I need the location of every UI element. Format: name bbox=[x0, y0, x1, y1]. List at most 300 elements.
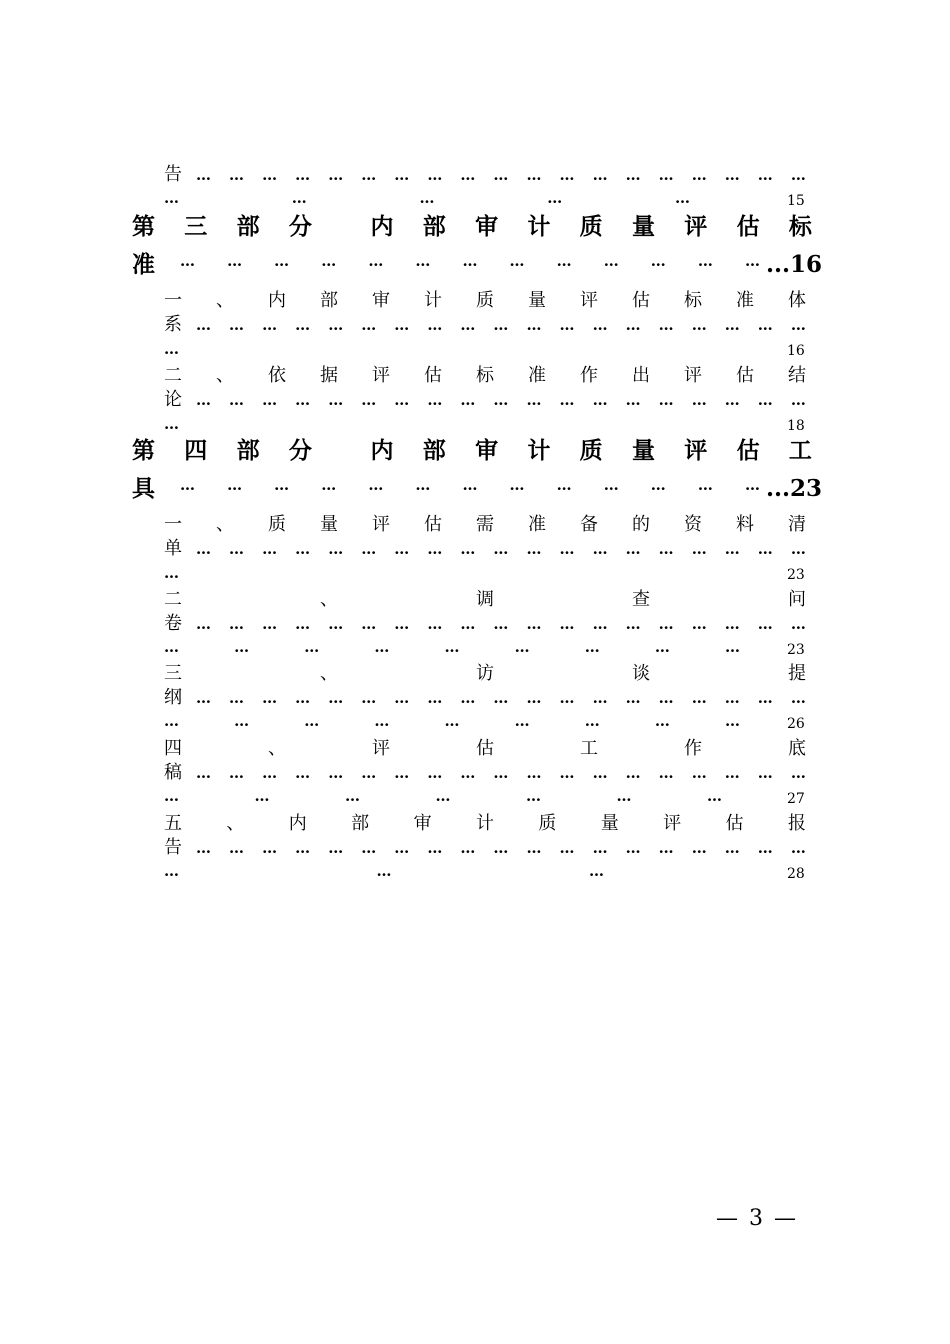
leader-dots: … bbox=[361, 689, 377, 707]
p4-1-char2: 单 bbox=[164, 538, 182, 559]
leader-dots: … bbox=[229, 166, 245, 184]
leader-dots: … bbox=[559, 615, 575, 633]
leader-dots: … bbox=[790, 540, 806, 558]
p4-5-leader bbox=[196, 839, 806, 857]
leader-dots: … bbox=[592, 391, 608, 409]
leader-dots: … bbox=[427, 839, 443, 857]
leader-dots: … bbox=[227, 476, 243, 494]
leader-dots: … bbox=[625, 615, 641, 633]
leader-dots: … bbox=[295, 839, 311, 857]
p3-1-title-char: 一 bbox=[164, 290, 182, 311]
leader-dots: … bbox=[658, 615, 674, 633]
leader-dots: … bbox=[592, 316, 608, 334]
part4-title-char: 审 bbox=[475, 437, 499, 464]
leader-dots: … bbox=[559, 839, 575, 857]
leader-dots: … bbox=[654, 712, 670, 730]
leader-dots: … bbox=[394, 166, 410, 184]
leader-dots: … bbox=[164, 189, 179, 207]
leader-dots: … bbox=[526, 689, 542, 707]
leader-dots: … bbox=[291, 189, 307, 207]
leader-dots: … bbox=[724, 839, 740, 857]
leader-dots: … bbox=[658, 391, 674, 409]
leader-dots: … bbox=[526, 540, 542, 558]
leader-dots: … bbox=[547, 189, 563, 207]
leader-dots: … bbox=[394, 316, 410, 334]
leader-dots: … bbox=[725, 712, 740, 730]
leader-dots: … bbox=[493, 166, 509, 184]
leader-dots: … bbox=[556, 476, 572, 494]
leader-dots: … bbox=[493, 540, 509, 558]
p4-2-title bbox=[164, 589, 806, 611]
leader-dots: … bbox=[603, 476, 619, 494]
leader-dots: … bbox=[328, 615, 344, 633]
p4-5-title-char: 内 bbox=[288, 813, 307, 834]
leader-dots: … bbox=[658, 839, 674, 857]
leader-dots: … bbox=[493, 391, 509, 409]
part4-title-char: 量 bbox=[631, 437, 655, 464]
p3-1-title-char: 审 bbox=[372, 290, 390, 311]
leader-dots: … bbox=[724, 391, 740, 409]
leader-dots: … bbox=[625, 839, 641, 857]
p4-1-title-char: 的 bbox=[632, 514, 650, 535]
p4-4-title-char: 工 bbox=[580, 738, 598, 759]
leader-dots: … bbox=[328, 764, 344, 782]
leader-dots: … bbox=[234, 712, 250, 730]
part4-title-char: 估 bbox=[736, 437, 760, 464]
leader-dots: … bbox=[658, 540, 674, 558]
part4-title-char: 四 bbox=[184, 437, 208, 464]
p3-2-title-char: 二 bbox=[164, 365, 182, 386]
leader-dots: … bbox=[526, 764, 542, 782]
leader-dots: … bbox=[274, 476, 290, 494]
p4-5-title-char: 量 bbox=[600, 813, 619, 834]
leader-dots: … bbox=[526, 839, 542, 857]
leader-dots: … bbox=[304, 638, 320, 656]
p3-1-title-char: 体 bbox=[788, 290, 806, 311]
p3-2-title-char: 标 bbox=[476, 365, 494, 386]
part4-title-char: 计 bbox=[527, 437, 551, 464]
leader-dots: … bbox=[180, 476, 195, 494]
p4-2-leader bbox=[196, 615, 806, 633]
leader-dots: … bbox=[757, 689, 773, 707]
entry0-char: 告 bbox=[164, 164, 182, 185]
leader-dots: … bbox=[262, 764, 278, 782]
part3-char2: 准 bbox=[132, 251, 155, 278]
leader-dots: … bbox=[790, 839, 806, 857]
p4-3-leader bbox=[196, 689, 806, 707]
p3-2-title-char: 结 bbox=[788, 365, 806, 386]
leader-dots: … bbox=[584, 712, 600, 730]
part3-title-char: 评 bbox=[684, 213, 708, 240]
part3-page: ...16 bbox=[766, 251, 823, 278]
leader-dots: … bbox=[625, 166, 641, 184]
leader-dots: … bbox=[262, 615, 278, 633]
leader-dots: … bbox=[493, 839, 509, 857]
leader-dots: … bbox=[691, 391, 707, 409]
p3-1-leader bbox=[196, 316, 806, 334]
p4-2-title-char: 问 bbox=[788, 589, 806, 610]
leader-dots: … bbox=[559, 689, 575, 707]
leader-dots: … bbox=[427, 764, 443, 782]
p3-2-leader bbox=[196, 391, 806, 409]
leader-dots: … bbox=[460, 615, 476, 633]
leader-dots: … bbox=[460, 540, 476, 558]
leader-dots: … bbox=[757, 391, 773, 409]
p4-1-title-char: 备 bbox=[580, 514, 598, 535]
leader-dots: … bbox=[616, 787, 632, 805]
leader-dots: … bbox=[790, 316, 806, 334]
p3-1-title-char: 部 bbox=[320, 290, 338, 311]
leader-dots: … bbox=[559, 764, 575, 782]
leader-dots: … bbox=[559, 391, 575, 409]
p3-2-title-char: 出 bbox=[632, 365, 650, 386]
p3-1-char2: 系 bbox=[164, 314, 182, 335]
p4-1-leader2: … bbox=[164, 564, 179, 582]
leader-dots: … bbox=[724, 316, 740, 334]
p4-2-title-char: 调 bbox=[476, 589, 494, 610]
leader-dots: … bbox=[394, 689, 410, 707]
p3-2-title-char: 据 bbox=[320, 365, 338, 386]
leader-dots: … bbox=[229, 689, 245, 707]
leader-dots: … bbox=[196, 764, 211, 782]
p4-5-title-char: 估 bbox=[725, 813, 744, 834]
leader-dots: … bbox=[654, 638, 670, 656]
leader-dots: … bbox=[650, 252, 666, 270]
p4-3-leader2 bbox=[164, 712, 740, 730]
p4-5-title-char: 报 bbox=[787, 813, 806, 834]
leader-dots: … bbox=[361, 316, 377, 334]
leader-dots: … bbox=[493, 689, 509, 707]
part4-title-char: 内 bbox=[370, 437, 394, 464]
p4-2-title-char: 、 bbox=[320, 589, 338, 610]
leader-dots: … bbox=[262, 839, 278, 857]
leader-dots: … bbox=[757, 540, 773, 558]
leader-dots: … bbox=[262, 166, 278, 184]
p3-2-title-char: 评 bbox=[372, 365, 390, 386]
p3-2-title-char: 估 bbox=[424, 365, 442, 386]
leader-dots: … bbox=[559, 540, 575, 558]
leader-dots: … bbox=[227, 252, 243, 270]
leader-dots: … bbox=[361, 764, 377, 782]
p4-4-page: 27 bbox=[787, 791, 805, 807]
leader-dots: … bbox=[697, 252, 713, 270]
leader-dots: … bbox=[691, 839, 707, 857]
part4-title-char: 分 bbox=[288, 437, 312, 464]
leader-dots: … bbox=[658, 166, 674, 184]
p3-1-title-char: 估 bbox=[632, 290, 650, 311]
p4-1-page: 23 bbox=[787, 567, 805, 583]
leader-dots: … bbox=[460, 689, 476, 707]
leader-dots: … bbox=[526, 316, 542, 334]
leader-dots: … bbox=[592, 839, 608, 857]
leader-dots: … bbox=[625, 540, 641, 558]
leader-dots: … bbox=[328, 391, 344, 409]
leader-dots: … bbox=[724, 615, 740, 633]
leader-dots: … bbox=[757, 166, 773, 184]
leader-dots: … bbox=[427, 391, 443, 409]
p4-2-page: 23 bbox=[787, 642, 805, 658]
leader-dots: … bbox=[462, 252, 478, 270]
p3-2-title-char: 、 bbox=[216, 365, 234, 386]
part3-title-char: 部 bbox=[422, 213, 446, 240]
leader-dots: … bbox=[394, 615, 410, 633]
leader-dots: … bbox=[658, 689, 674, 707]
p4-5-title-char: 五 bbox=[164, 813, 182, 834]
leader-dots: … bbox=[444, 712, 460, 730]
leader-dots: … bbox=[625, 316, 641, 334]
part3-title-char: 内 bbox=[370, 213, 394, 240]
leader-dots: … bbox=[374, 712, 390, 730]
part3-title-char: 部 bbox=[236, 213, 260, 240]
part3-title-char: 计 bbox=[527, 213, 551, 240]
p3-1-leader2: … bbox=[164, 340, 179, 358]
leader-dots: … bbox=[328, 689, 344, 707]
leader-dots: … bbox=[790, 764, 806, 782]
leader-dots: … bbox=[274, 252, 290, 270]
p3-1-title-char: 质 bbox=[476, 290, 494, 311]
p3-1-title-char: 准 bbox=[736, 290, 754, 311]
leader-dots: … bbox=[460, 316, 476, 334]
leader-dots: … bbox=[427, 615, 443, 633]
leader-dots: … bbox=[361, 540, 377, 558]
p3-2-title-char: 准 bbox=[528, 365, 546, 386]
leader-dots: … bbox=[328, 316, 344, 334]
part4-char2: 具 bbox=[132, 475, 155, 502]
leader-dots: … bbox=[196, 166, 211, 184]
leader-dots: … bbox=[361, 615, 377, 633]
leader-dots: … bbox=[196, 316, 211, 334]
p3-2-title-char: 依 bbox=[268, 365, 286, 386]
leader-dots: … bbox=[514, 712, 530, 730]
p4-3-title-char: 谈 bbox=[632, 663, 650, 684]
leader-dots: … bbox=[592, 540, 608, 558]
leader-dots: … bbox=[419, 189, 435, 207]
leader-dots: … bbox=[321, 476, 337, 494]
leader-dots: … bbox=[295, 316, 311, 334]
leader-dots: … bbox=[164, 787, 179, 805]
leader-dots: … bbox=[304, 712, 320, 730]
leader-dots: … bbox=[164, 712, 179, 730]
p4-2-char2: 卷 bbox=[164, 613, 182, 634]
leader-dots: … bbox=[262, 540, 278, 558]
leader-dots: … bbox=[691, 540, 707, 558]
p3-1-title-char: 评 bbox=[580, 290, 598, 311]
leader-dots: … bbox=[415, 476, 431, 494]
leader-dots: … bbox=[164, 638, 179, 656]
part3-title-char: 第 bbox=[132, 213, 155, 240]
leader-dots: … bbox=[394, 391, 410, 409]
page-number: — 3 — bbox=[716, 1206, 798, 1231]
leader-dots: … bbox=[658, 316, 674, 334]
leader-dots: … bbox=[697, 476, 713, 494]
p4-5-title-char: 部 bbox=[351, 813, 370, 834]
p3-2-title bbox=[164, 365, 806, 387]
part3-title-char: 分 bbox=[288, 213, 312, 240]
leader-dots: … bbox=[321, 252, 337, 270]
p4-2-title-char: 二 bbox=[164, 589, 182, 610]
leader-dots: … bbox=[526, 391, 542, 409]
leader-dots: … bbox=[675, 189, 690, 207]
p4-3-title bbox=[164, 663, 806, 685]
leader-dots: … bbox=[394, 540, 410, 558]
leader-dots: … bbox=[229, 615, 245, 633]
leader-dots: … bbox=[757, 764, 773, 782]
leader-dots: … bbox=[295, 764, 311, 782]
leader-dots: … bbox=[262, 391, 278, 409]
p3-1-title-char: 量 bbox=[528, 290, 546, 311]
leader-dots: … bbox=[757, 615, 773, 633]
p4-1-title-char: 一 bbox=[164, 514, 182, 535]
p4-5-title-char: 计 bbox=[475, 813, 494, 834]
leader-dots: … bbox=[361, 391, 377, 409]
leader-dots: … bbox=[444, 638, 460, 656]
p4-4-title bbox=[164, 738, 806, 760]
leader-dots: … bbox=[229, 540, 245, 558]
leader-dots: … bbox=[427, 166, 443, 184]
leader-dots: … bbox=[295, 689, 311, 707]
leader-dots: … bbox=[556, 252, 572, 270]
leader-dots: … bbox=[509, 476, 525, 494]
leader-dots: … bbox=[328, 166, 344, 184]
part3-title-char: 量 bbox=[631, 213, 655, 240]
leader-dots: … bbox=[592, 166, 608, 184]
p4-4-title-char: 四 bbox=[164, 738, 182, 759]
entry0-page: 15 bbox=[787, 193, 805, 209]
leader-dots: … bbox=[295, 166, 311, 184]
p4-3-char2: 纲 bbox=[164, 687, 182, 708]
part4-title-char: 工 bbox=[788, 437, 812, 464]
p4-1-title-char: 清 bbox=[788, 514, 806, 535]
p4-4-title-char: 底 bbox=[788, 738, 806, 759]
leader-dots: … bbox=[625, 689, 641, 707]
leader-dots: … bbox=[374, 638, 390, 656]
leader-dots: … bbox=[526, 787, 541, 805]
p4-3-page: 26 bbox=[787, 716, 805, 732]
leader-dots: … bbox=[790, 166, 806, 184]
leader-dots: … bbox=[361, 166, 377, 184]
leader-dots: … bbox=[295, 391, 311, 409]
p4-5-title bbox=[164, 813, 806, 835]
p4-1-title-char: 评 bbox=[372, 514, 390, 535]
leader-dots: … bbox=[658, 764, 674, 782]
p3-2-title-char: 评 bbox=[684, 365, 702, 386]
entry0-leader2 bbox=[164, 189, 690, 207]
leader-dots: … bbox=[394, 839, 410, 857]
leader-dots: … bbox=[394, 764, 410, 782]
part3-title-char: 三 bbox=[184, 213, 208, 240]
p4-4-title-char: 估 bbox=[476, 738, 494, 759]
leader-dots: … bbox=[196, 839, 211, 857]
part4-title-char: 部 bbox=[236, 437, 260, 464]
leader-dots: … bbox=[724, 540, 740, 558]
leader-dots: … bbox=[514, 638, 530, 656]
p4-3-title-char: 提 bbox=[788, 663, 806, 684]
part4-title-char: 评 bbox=[684, 437, 708, 464]
leader-dots: … bbox=[229, 764, 245, 782]
leader-dots: … bbox=[493, 615, 509, 633]
leader-dots: … bbox=[196, 540, 211, 558]
p3-1-title bbox=[164, 290, 806, 312]
leader-dots: … bbox=[526, 615, 542, 633]
leader-dots: … bbox=[625, 764, 641, 782]
leader-dots: … bbox=[368, 476, 384, 494]
p4-5-char2: 告 bbox=[164, 837, 182, 858]
leader-dots: … bbox=[345, 787, 360, 805]
leader-dots: … bbox=[724, 689, 740, 707]
leader-dots: … bbox=[559, 316, 575, 334]
leader-dots: … bbox=[707, 787, 722, 805]
leader-dots: … bbox=[744, 252, 760, 270]
p4-1-leader bbox=[196, 540, 806, 558]
part4-title bbox=[132, 436, 812, 466]
p4-5-leader2 bbox=[164, 862, 604, 880]
leader-dots: … bbox=[592, 764, 608, 782]
p4-1-title-char: 需 bbox=[476, 514, 494, 535]
part3-title-char: 质 bbox=[579, 213, 603, 240]
part4-title-char: 质 bbox=[579, 437, 603, 464]
leader-dots: … bbox=[427, 689, 443, 707]
leader-dots: … bbox=[724, 764, 740, 782]
leader-dots: … bbox=[427, 316, 443, 334]
p3-1-title-char: 、 bbox=[216, 290, 234, 311]
leader-dots: … bbox=[650, 476, 666, 494]
leader-dots: … bbox=[790, 391, 806, 409]
leader-dots: … bbox=[427, 540, 443, 558]
leader-dots: … bbox=[262, 689, 278, 707]
leader-dots: … bbox=[462, 476, 478, 494]
p3-2-title-char: 估 bbox=[736, 365, 754, 386]
p4-2-leader2 bbox=[164, 638, 740, 656]
leader-dots: … bbox=[460, 839, 476, 857]
leader-dots: … bbox=[584, 638, 600, 656]
p4-1-title-char: 料 bbox=[736, 514, 754, 535]
leader-dots: … bbox=[164, 862, 179, 880]
p3-2-title-char: 作 bbox=[580, 365, 598, 386]
leader-dots: … bbox=[724, 166, 740, 184]
p4-4-leader bbox=[196, 764, 806, 782]
p4-5-title-char: 审 bbox=[413, 813, 432, 834]
p3-2-leader2: … bbox=[164, 415, 179, 433]
leader-dots: … bbox=[589, 862, 604, 880]
leader-dots: … bbox=[435, 787, 451, 805]
leader-dots: … bbox=[691, 615, 707, 633]
p4-1-title-char: 估 bbox=[424, 514, 442, 535]
leader-dots: … bbox=[262, 316, 278, 334]
p3-1-title-char: 计 bbox=[424, 290, 442, 311]
p4-5-title-char: 质 bbox=[538, 813, 557, 834]
leader-dots: … bbox=[368, 252, 384, 270]
leader-dots: … bbox=[625, 391, 641, 409]
part3-title bbox=[132, 212, 812, 242]
p4-3-title-char: 三 bbox=[164, 663, 182, 684]
leader-dots: … bbox=[229, 391, 245, 409]
p3-1-title-char: 标 bbox=[684, 290, 702, 311]
leader-dots: … bbox=[229, 316, 245, 334]
p4-4-char2: 稿 bbox=[164, 762, 182, 783]
leader-dots: … bbox=[691, 764, 707, 782]
leader-dots: … bbox=[415, 252, 431, 270]
p4-4-leader2 bbox=[164, 787, 722, 805]
part4-title-char: 部 bbox=[422, 437, 446, 464]
p4-1-title-char: 、 bbox=[216, 514, 234, 535]
leader-dots: … bbox=[229, 839, 245, 857]
part4-leader bbox=[180, 476, 760, 494]
leader-dots: … bbox=[460, 166, 476, 184]
leader-dots: … bbox=[180, 252, 195, 270]
entry0-leader bbox=[196, 166, 806, 184]
leader-dots: … bbox=[790, 689, 806, 707]
leader-dots: … bbox=[592, 615, 608, 633]
